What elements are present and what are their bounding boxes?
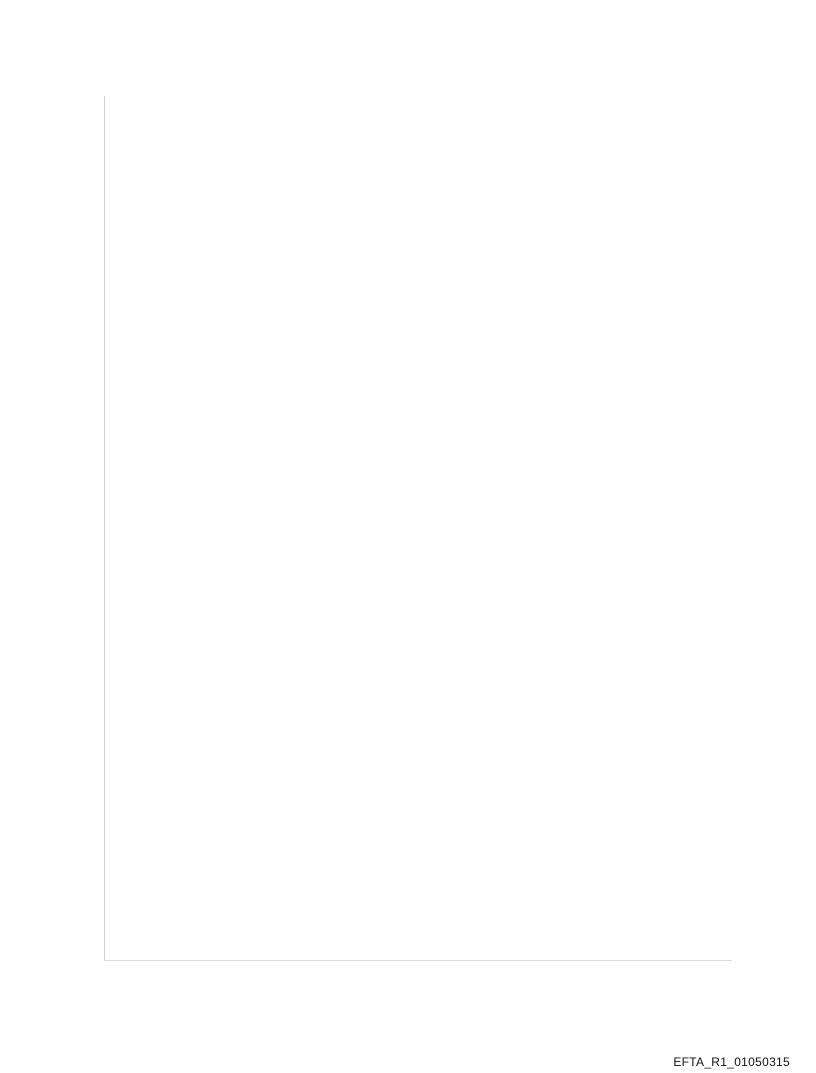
email-body-frame bbox=[104, 96, 732, 961]
document-id: EFTA_R1_01050315 bbox=[673, 1055, 790, 1069]
